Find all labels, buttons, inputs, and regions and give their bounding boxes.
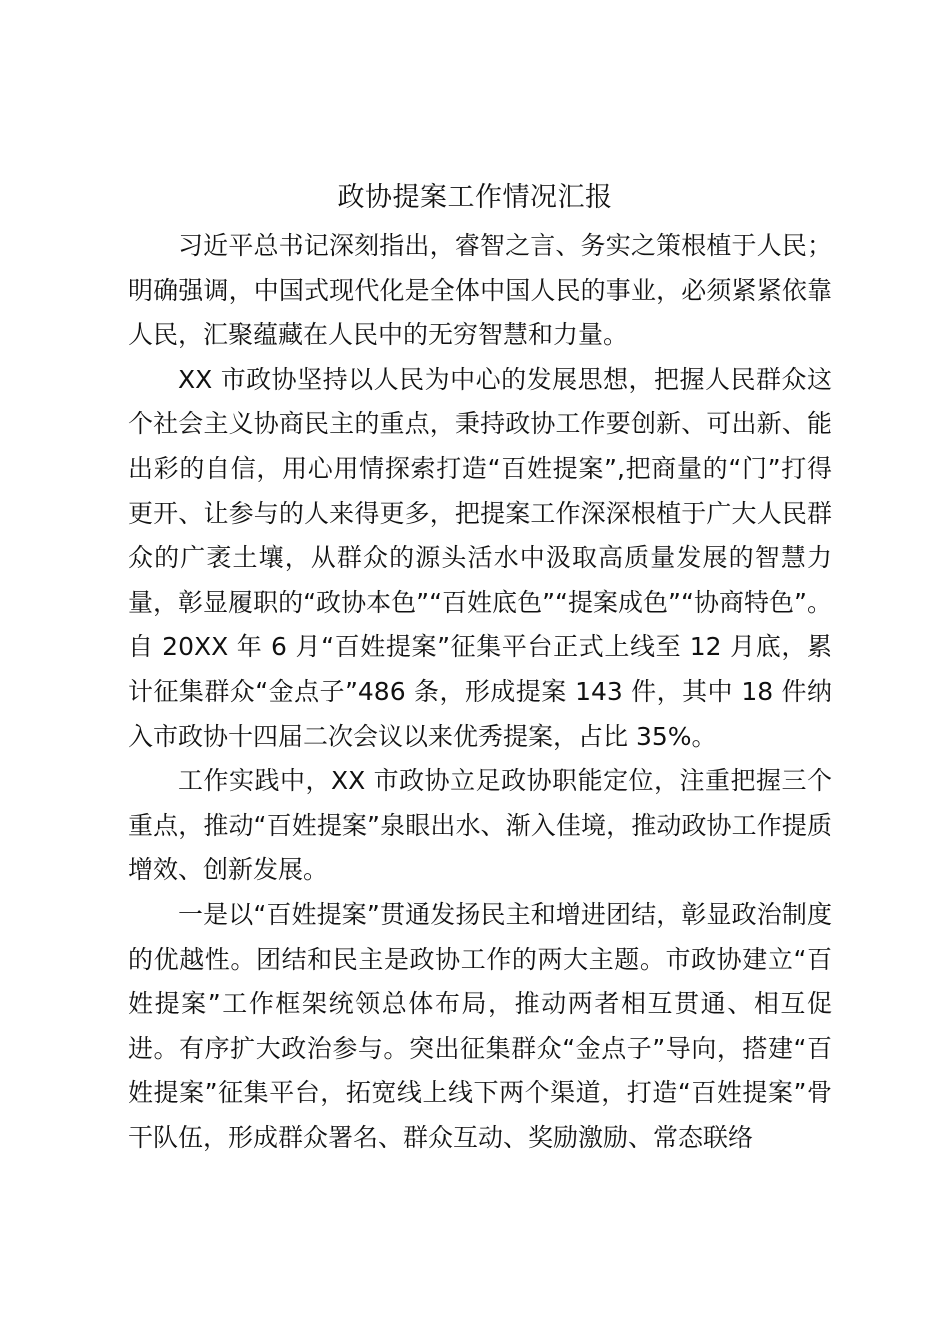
document-body — [128, 224, 832, 1160]
paragraph: 习近平总书记深刻指出，睿智之言、务实之策根植于人民；明确强调，中国式现代化是全体中国人民的事业，必须紧紧依靠人民，汇聚蕴藏在人民中的无穷智慧和力量。 — [128, 231, 832, 350]
document-title: 政协提案工作情况汇报 — [337, 182, 613, 213]
paragraph: 工作实践中，XX 市政协立足政协职能定位，注重把握三个重点，推动“百姓提案”泉眼出水、渐入佳境，推动政协工作提质增效、创新发展。 — [128, 766, 832, 885]
paragraph: XX 市政协坚持以人民为中心的发展思想，把握人民群众这个社会主义协商民主的重点，秉持政协工作要创新、可出新、能出彩的自信，用心用情探索打造“百姓提案”,把商量的“门”打得更开、让参与的人来得更多，把提案工作深深根植于广大人民群众的广袤土壤，从群众的源头活水中汲取高质量发展的智慧力量，彰显履职的“政协本色”“百姓底色”“提案成色”“协商特色”。自 20XX 年 6 月“百姓提案”征集平台正式上线至 12 月底，累计征集群众“金点子”486 条，形成提案 143 件，其中 18 件纳入市政协十四届二次会议以来优秀提案，占比 35%。 — [128, 364, 832, 751]
paragraph: 一是以“百姓提案”贯通发扬民主和增进团结，彰显政治制度的优越性。团结和民主是政协工作的两大主题。市政协建立“百姓提案”工作框架统领总体布局，推动两者相互贯通、相互促进。有序扩大政治参与。突出征集群众“金点子”导向，搭建“百姓提案”征集平台，拓宽线上线下两个渠道，打造“百姓提案”骨干队伍，形成群众署名、群众互动、奖励激励、常态联络 — [128, 899, 832, 1152]
